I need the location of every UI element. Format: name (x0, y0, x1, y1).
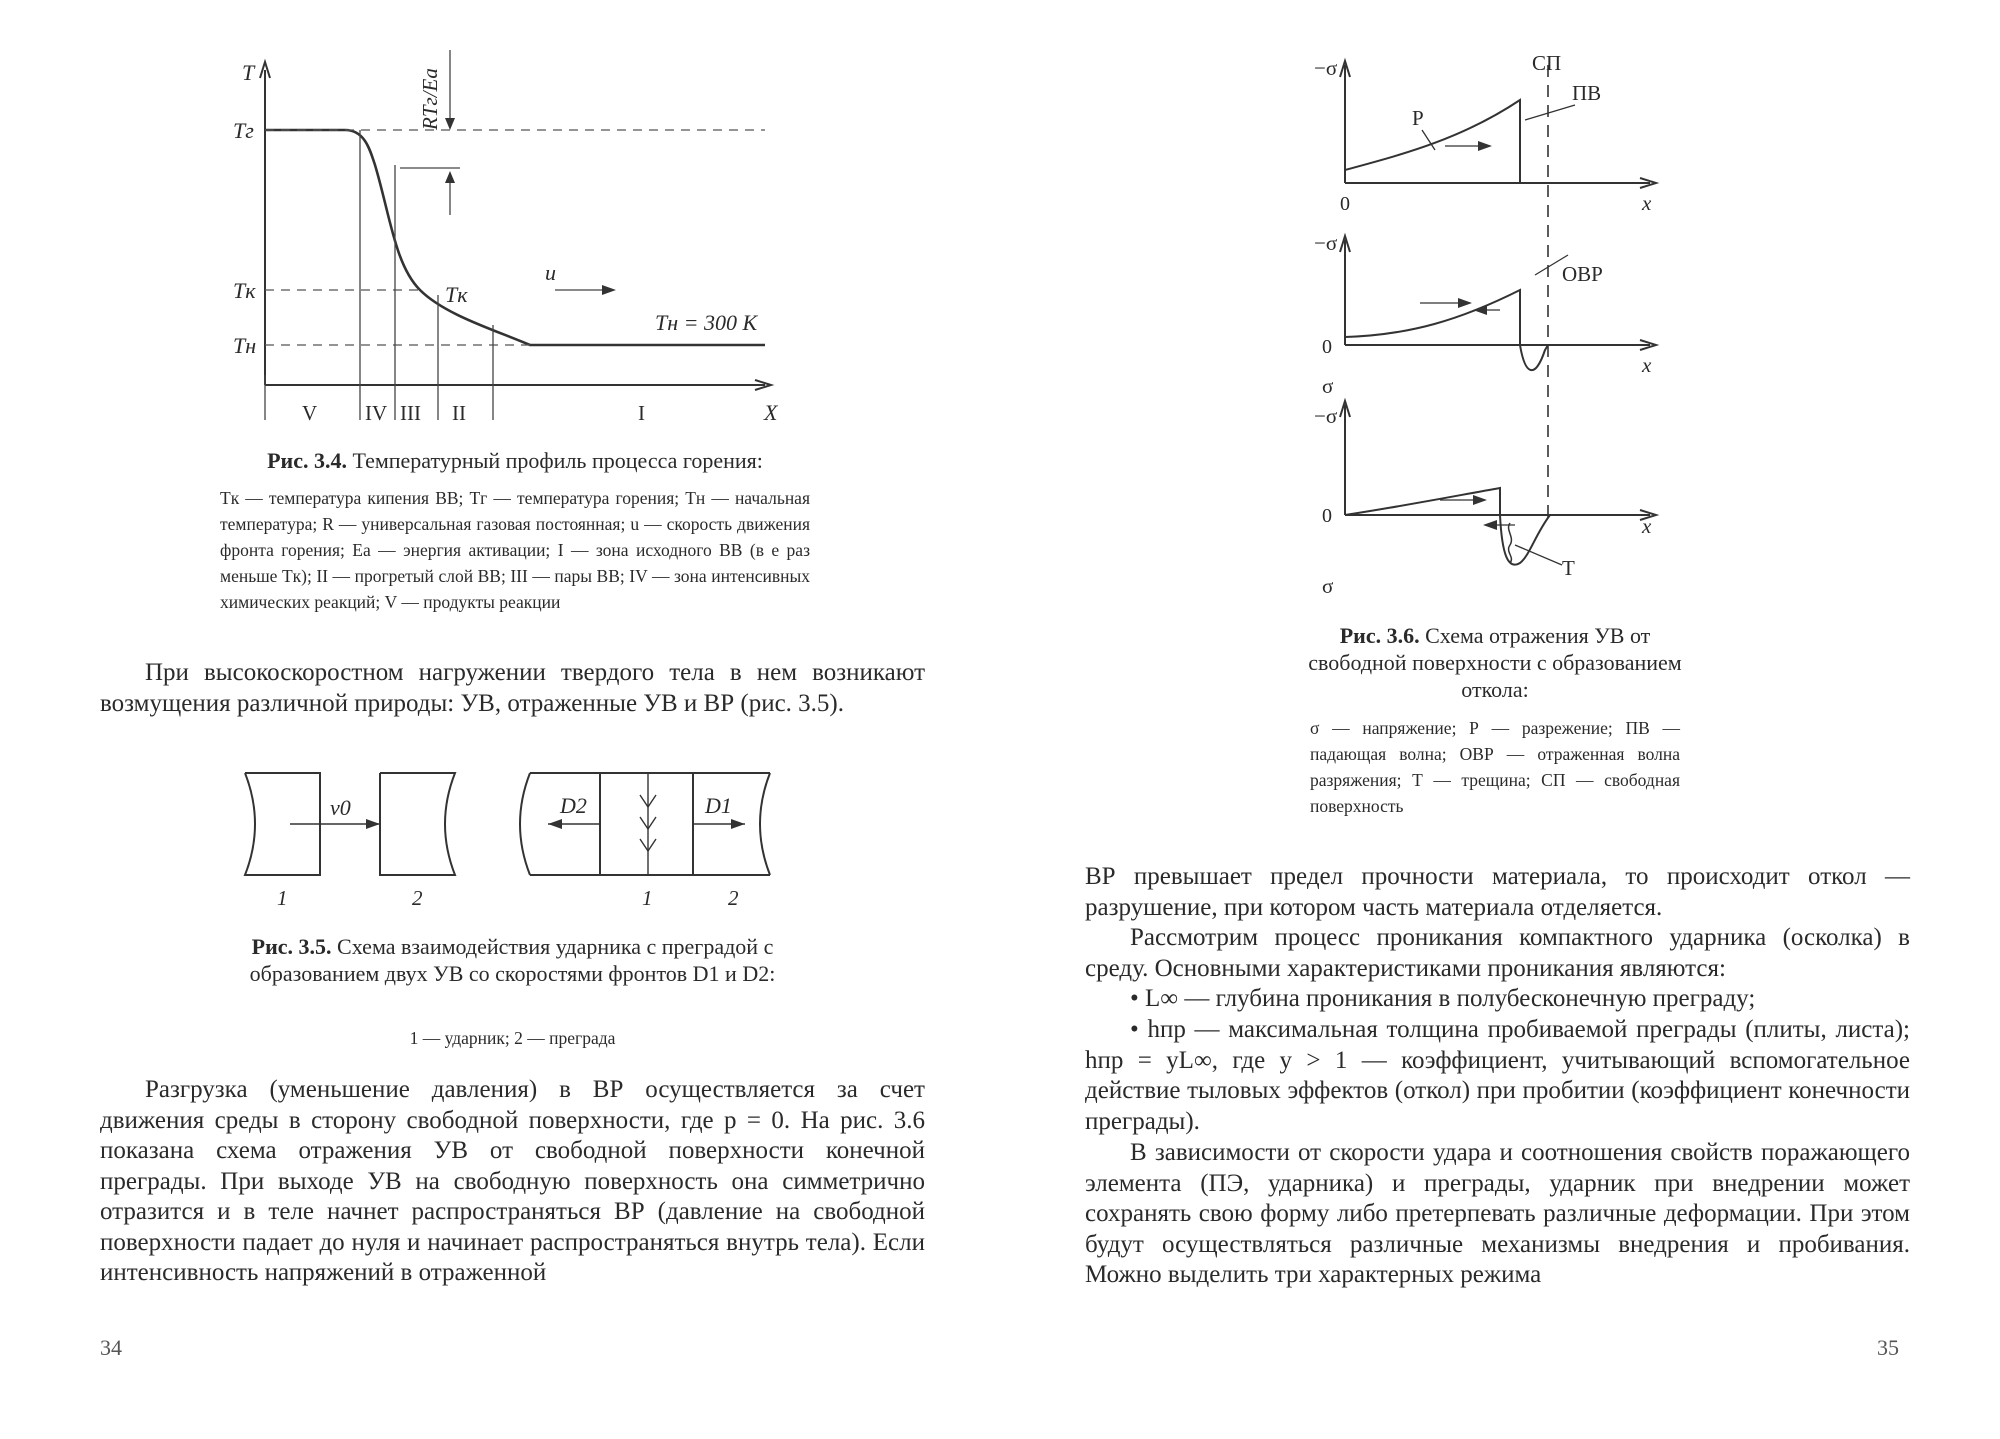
crack-mark (1509, 523, 1512, 563)
figure-3-4-legend: Tк — температура кипения ВВ; Tг — температура горения; Tн — начальная температура; R — универсальная газовая постоянная; u — скорость движения фронта горения; Ea — энергия активации; I — зона исходного ВВ (в e раз меньше Tк); II — прогретый слой ВВ; III — пары ВВ; IV — зона интенсивных химических реакций; V — продукты реакции (220, 488, 810, 612)
figure-3-5-caption-label: Рис. 3.5. (251, 934, 332, 959)
panel3-minus-sigma-label: −σ (1314, 404, 1338, 428)
arrow-head (1473, 305, 1487, 315)
left-paragraph-1: При высокоскоростном нагружении твердого тела в нем возникают возмущения различной природы: УВ, отраженные УВ и ВР (рис. 3.5). (100, 659, 925, 717)
panel3-x-label: x (1642, 514, 1652, 538)
left-paragraph-2: Разгрузка (уменьшение давления) в ВР осуществляется за счет движения среды в сторону свободной поверхности, где p = 0. На рис. 3.6 показана схема отражения УВ от свободной поверхности конечной преграды. При выходе УВ на свободную поверхность она симметрично отразится и в теле начнет распространяться ВР (давление на свободной поверхности падает до нуля и начинает распространяться внутрь тела). Если интенсивность напряжений в отраженной (100, 1076, 925, 1286)
bullet-penetration-depth: • L∞ — глубина проникания в полубесконечную преграду; (1130, 985, 1756, 1012)
d1-arrow-head (731, 819, 745, 829)
figure-3-4-caption-label: Рис. 3.4. (267, 448, 347, 473)
panel3-sigma-label: σ (1322, 574, 1334, 598)
pv-leader (1525, 105, 1575, 120)
figure-3-6-legend: σ — напряжение; Р — разрежение; ПВ — падающая волна; ОВР — отраженная волна разряжения; Т — трещина; СП — свободная поверхность (1310, 718, 1680, 816)
panel2-wave-curve (1345, 290, 1548, 370)
figure-3-5-caption-text: Схема взаимодействия ударника с преградой с образованием двух УВ со скоростями фронтов D1 и D2: (249, 934, 776, 986)
figure-3-4-temperature-profile (220, 40, 820, 430)
barrier-number: 2 (412, 886, 423, 910)
right-paragraph-3: В зависимости от скорости удара и соотношения свойств поражающего элемента (ПЭ, ударника) и преграды, ударник при внедрении может сохранять свою форму либо претерпевать различные деформации. При этом будут осуществляться различные механизмы внедрения и пробивания. Можно выделить три характерных режима (1085, 1139, 1910, 1288)
tn-value-label: Tн = 300 K (655, 310, 758, 335)
arrow-head (1478, 141, 1492, 151)
p-label: Р (1412, 106, 1424, 130)
t-axis-label: T (242, 60, 255, 85)
page-number-right: 35 (1877, 1335, 1899, 1360)
zone-label-ii: II (452, 401, 466, 425)
ovr-label: ОВР (1562, 262, 1603, 286)
rt-ea-arrow-head-down (445, 118, 455, 130)
d1-label: D1 (705, 793, 732, 818)
right-paragraph-1: ВР превышает предел прочности материала, то происходит откол — разрушение, при котором часть материала отделяется. (1085, 863, 1910, 921)
tg-label: Tг (233, 118, 254, 143)
barrier-number-after: 2 (728, 886, 739, 910)
panel1-x-label: x (1642, 191, 1652, 215)
zone-label-iv: IV (365, 401, 388, 425)
panel2-x-label: x (1642, 353, 1652, 377)
zone-label-v: V (302, 401, 318, 425)
panel1-zero-label: 0 (1340, 193, 1350, 215)
u-arrow-head (602, 285, 616, 295)
page-number-left: 34 (100, 1335, 122, 1360)
zone-label-i: I (638, 401, 645, 425)
arrow-head (1483, 520, 1497, 530)
figure-3-5-impact-scheme (230, 765, 790, 910)
rt-ea-label: RTг/Ea (418, 68, 442, 130)
panel2-zero-label: 0 (1322, 336, 1332, 358)
impactor-number: 1 (277, 886, 288, 910)
panel1-minus-sigma-label: −σ (1314, 56, 1338, 80)
pv-label: ПВ (1572, 81, 1602, 105)
t-label: Т (1562, 556, 1575, 580)
arrow-head (1473, 495, 1487, 505)
figure-3-4-caption (215, 447, 815, 474)
panel2-minus-sigma-label: −σ (1314, 231, 1338, 255)
collision-left-edge (520, 773, 530, 875)
barrier-body (380, 773, 455, 875)
arrow-head (1458, 298, 1472, 308)
collision-right-edge (760, 773, 770, 875)
figure-3-5-caption (235, 933, 790, 987)
figure-3-5-legend: 1 — ударник; 2 — преграда (409, 1028, 616, 1048)
tk-label: Tк (233, 278, 256, 303)
figure-3-4-caption-text: Температурный профиль процесса горения: (352, 448, 763, 473)
zone-label-iii: III (400, 401, 421, 425)
tn-label: Tн (233, 333, 257, 358)
d2-label: D2 (560, 793, 587, 818)
sp-label: СП (1532, 51, 1562, 75)
impactor-number-after: 1 (642, 886, 653, 910)
figure-3-6-caption-label: Рис. 3.6. (1339, 623, 1420, 648)
rt-ea-arrow-head-up (445, 171, 455, 183)
right-paragraph-2: Рассмотрим процесс проникания компактного ударника (осколка) в среду. Основными характеристиками проникания являются: (1085, 924, 1910, 982)
panel3-zero-label: 0 (1322, 505, 1332, 527)
page-right (1000, 0, 2000, 1439)
u-label: u (545, 260, 556, 285)
v0-arrow-head (366, 819, 380, 829)
x-axis-label: X (764, 400, 778, 425)
figure-3-6-caption (1305, 622, 1685, 703)
v0-label: v0 (330, 795, 351, 820)
figure-3-6-caption-text: Схема отражения УВ от свободной поверхности с образованием откола: (1308, 623, 1682, 702)
tk-curve-label: Tк (445, 282, 468, 307)
figure-3-6-reflection-scheme (1310, 45, 1690, 605)
bullet-max-thickness: • hпр — максимальная толщина пробиваемой преграды (плиты, листа); hпр = yL∞, где y > 1 — коэффициент, учитывающий вспомогательное действие тыловых эффектов (откол) при пробитии (коэффициент конечности преграды). (1085, 1016, 1910, 1135)
panel1-wave-curve (1345, 100, 1520, 183)
d2-arrow-head (548, 819, 562, 829)
panel2-sigma-label: σ (1322, 374, 1334, 398)
